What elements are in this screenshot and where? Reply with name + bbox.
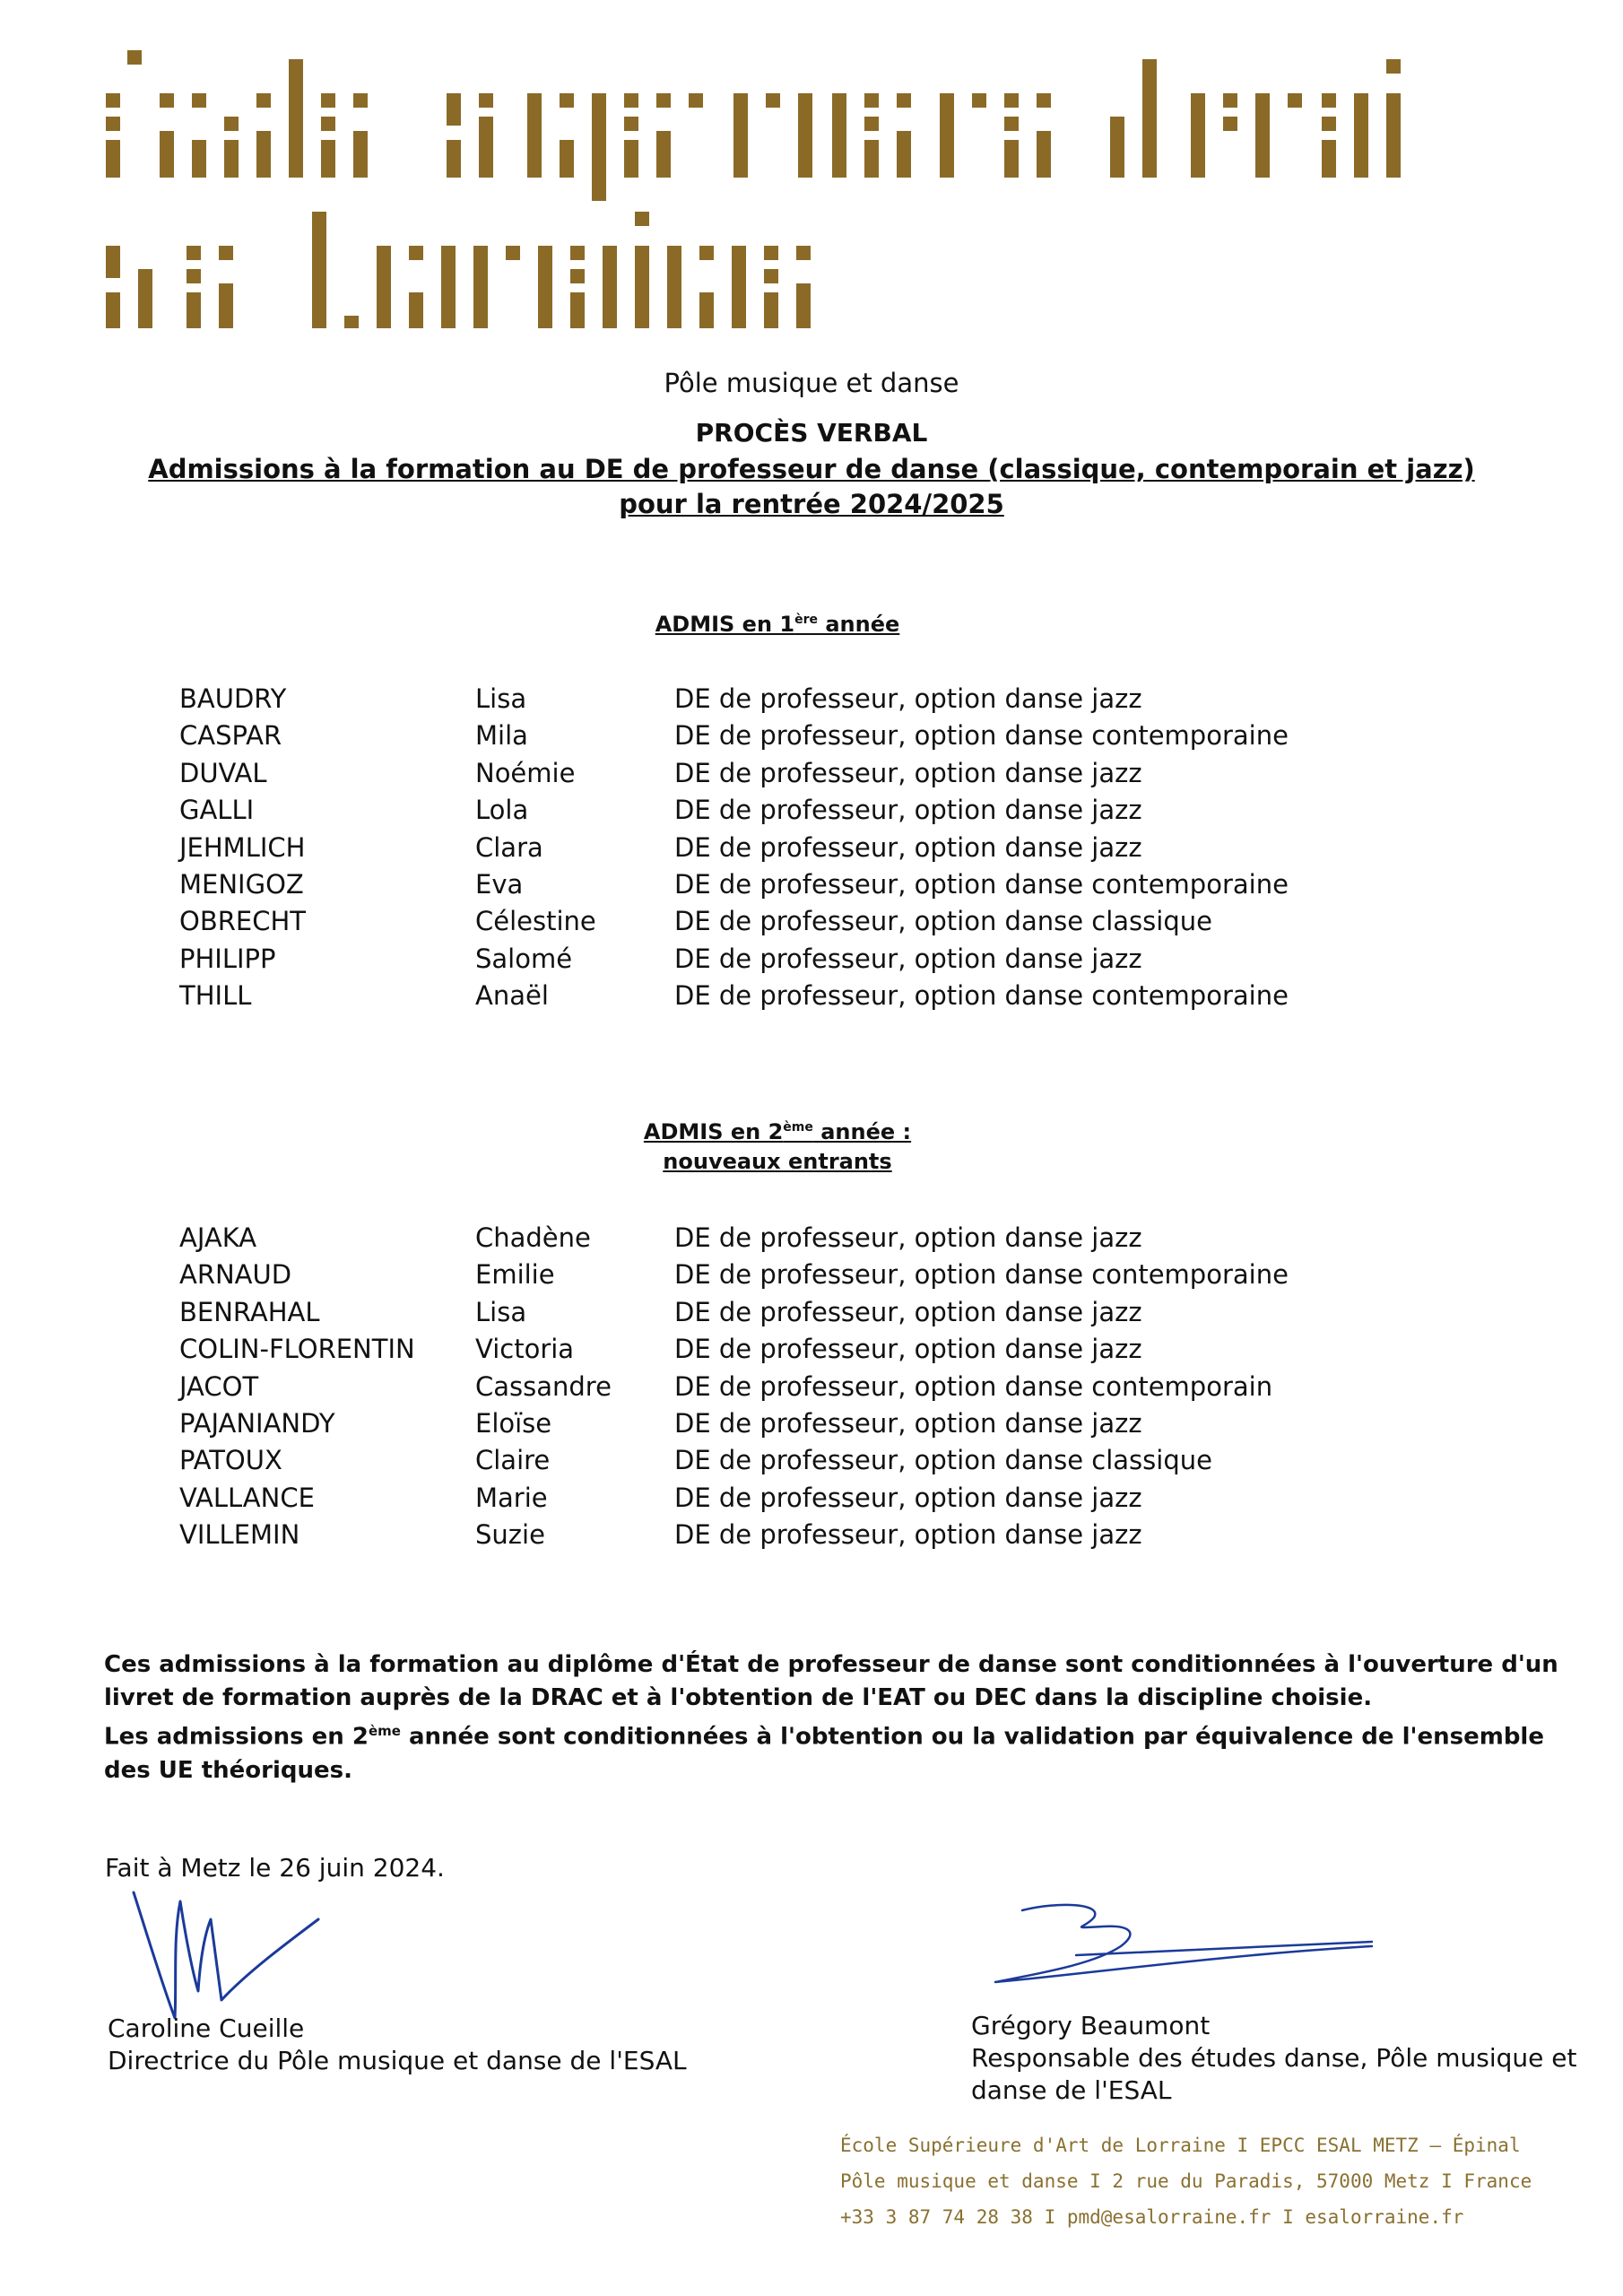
footer-line-1: École Supérieure d'Art de Lorraine I EPCC ESAL METZ – Épinal: [840, 2135, 1521, 2156]
document-title: PROCÈS VERBAL: [695, 418, 928, 448]
candidate-last-name: JACOT: [179, 1370, 259, 1402]
signatory-right-role-2: danse de l'ESAL: [971, 2075, 1172, 2105]
candidate-program: DE de professeur, option danse jazz: [674, 943, 1142, 974]
year-subtitle: pour la rentrée 2024/2025: [619, 489, 1004, 519]
candidate-first-name: Lisa: [475, 683, 527, 714]
candidate-last-name: DUVAL: [179, 757, 267, 788]
candidate-first-name: Victoria: [475, 1334, 575, 1365]
candidate-first-name: Claire: [475, 1445, 551, 1476]
section-2-heading-pre: ADMIS en 2: [643, 1119, 784, 1144]
candidate-program: DE de professeur, option danse contemporain: [674, 1370, 1273, 1402]
logo-graphic: [106, 41, 1541, 328]
place-date: Fait à Metz le 26 juin 2024.: [105, 1853, 445, 1883]
section-1-heading: [0, 612, 1589, 637]
candidate-program: DE de professeur, option danse classique: [674, 1445, 1212, 1476]
signatory-right: [971, 2010, 1576, 2107]
section-1-heading-pre: ADMIS en 1: [655, 612, 795, 637]
candidate-last-name: VILLEMIN: [179, 1519, 300, 1551]
candidate-program: DE de professeur, option danse jazz: [674, 757, 1142, 788]
candidate-program: DE de professeur, option danse jazz: [674, 1296, 1142, 1327]
candidate-program: DE de professeur, option danse contemporaine: [674, 1259, 1289, 1291]
candidate-first-name: Marie: [475, 1482, 548, 1513]
candidate-first-name: Mila: [475, 720, 528, 752]
candidate-first-name: Cassandre: [475, 1370, 612, 1402]
candidate-last-name: JEHMLICH: [179, 831, 306, 863]
candidate-first-name: Lola: [475, 795, 529, 826]
section-2-heading-sup: ème: [783, 1120, 813, 1135]
section-1-heading-post: année: [818, 612, 900, 637]
note-paragraph-1: Ces admissions à la formation au diplôme d'État de professeur de danse sont conditionnées à l'ouverture d'un livret de formation auprès de la DRAC et à l'obtention de l'EAT ou DEC dans la discipline choisie.: [104, 1651, 1558, 1711]
candidate-last-name: MENIGOZ: [179, 869, 304, 900]
section-2-heading-post: année :: [812, 1119, 912, 1144]
section-2-heading: [0, 1119, 1589, 1144]
candidate-last-name: CASPAR: [179, 720, 282, 752]
candidate-last-name: GALLI: [179, 795, 255, 826]
candidate-program: DE de professeur, option danse jazz: [674, 831, 1142, 863]
candidate-first-name: Noémie: [475, 757, 576, 788]
candidate-first-name: Clara: [475, 831, 543, 863]
candidate-last-name: VALLANCE: [179, 1482, 315, 1513]
candidate-last-name: PATOUX: [179, 1445, 282, 1476]
candidate-program: DE de professeur, option danse jazz: [674, 795, 1142, 826]
note-p2-pre: Les admissions en 2: [104, 1723, 369, 1751]
signature-right: [986, 1892, 1390, 1991]
candidate-first-name: Eloïse: [475, 1408, 552, 1439]
admissions-subtitle: Admissions à la formation au DE de professeur de danse (classique, contemporain et jazz): [148, 454, 1475, 484]
note-p2-sup: ème: [368, 1723, 401, 1739]
candidate-program: DE de professeur, option danse contemporaine: [674, 720, 1289, 752]
section-2-heading-line2: nouveaux entrants: [663, 1149, 892, 1174]
signatory-right-role-1: Responsable des études danse, Pôle musique et: [971, 2043, 1577, 2073]
candidate-first-name: Salomé: [475, 943, 573, 974]
note-p2-post: année sont conditionnées à l'obtention ou la validation par équivalence de l'ensemble des UE théoriques.: [104, 1723, 1544, 1784]
note-paragraph-2: [104, 1715, 1566, 1787]
candidate-last-name: AJAKA: [179, 1222, 257, 1253]
signatory-left: [108, 2013, 687, 2077]
candidate-program: DE de professeur, option danse jazz: [674, 683, 1142, 714]
candidate-last-name: BENRAHAL: [179, 1296, 320, 1327]
candidate-program: DE de professeur, option danse jazz: [674, 1334, 1142, 1365]
candidate-first-name: Chadène: [475, 1222, 591, 1253]
signatory-right-name: Grégory Beaumont: [971, 2011, 1211, 2040]
candidate-last-name: THILL: [179, 980, 252, 1012]
candidate-first-name: Célestine: [475, 906, 596, 937]
candidate-last-name: COLIN-FLORENTIN: [179, 1334, 415, 1365]
signatory-left-name: Caroline Cueille: [108, 2013, 305, 2043]
candidate-program: DE de professeur, option danse contemporaine: [674, 869, 1289, 900]
section-1-heading-sup: ère: [794, 613, 818, 627]
candidate-program: DE de professeur, option danse classique: [674, 906, 1212, 937]
candidate-first-name: Lisa: [475, 1296, 527, 1327]
candidate-program: DE de professeur, option danse jazz: [674, 1222, 1142, 1253]
signature-left: [121, 1874, 336, 2027]
signatory-left-role: Directrice du Pôle musique et danse de l'ESAL: [108, 2046, 687, 2075]
conditions-note: [104, 1648, 1566, 1787]
candidate-last-name: PAJANIANDY: [179, 1408, 335, 1439]
candidate-last-name: BAUDRY: [179, 683, 287, 714]
candidate-first-name: Suzie: [475, 1519, 545, 1551]
pole-heading: Pôle musique et danse: [664, 368, 959, 398]
candidate-program: DE de professeur, option danse contemporaine: [674, 980, 1289, 1012]
candidate-last-name: PHILIPP: [179, 943, 276, 974]
candidate-first-name: Eva: [475, 869, 524, 900]
candidate-first-name: Anaël: [475, 980, 549, 1012]
candidate-last-name: OBRECHT: [179, 906, 306, 937]
footer-line-3: +33 3 87 74 28 38 I pmd@esalorraine.fr I esalorraine.fr: [840, 2206, 1464, 2228]
candidate-program: DE de professeur, option danse jazz: [674, 1408, 1142, 1439]
footer-line-2: Pôle musique et danse I 2 rue du Paradis, 57000 Metz I France: [840, 2170, 1532, 2192]
candidate-first-name: Emilie: [475, 1259, 555, 1291]
candidate-program: DE de professeur, option danse jazz: [674, 1482, 1142, 1513]
candidate-last-name: ARNAUD: [179, 1259, 292, 1291]
candidate-program: DE de professeur, option danse jazz: [674, 1519, 1142, 1551]
